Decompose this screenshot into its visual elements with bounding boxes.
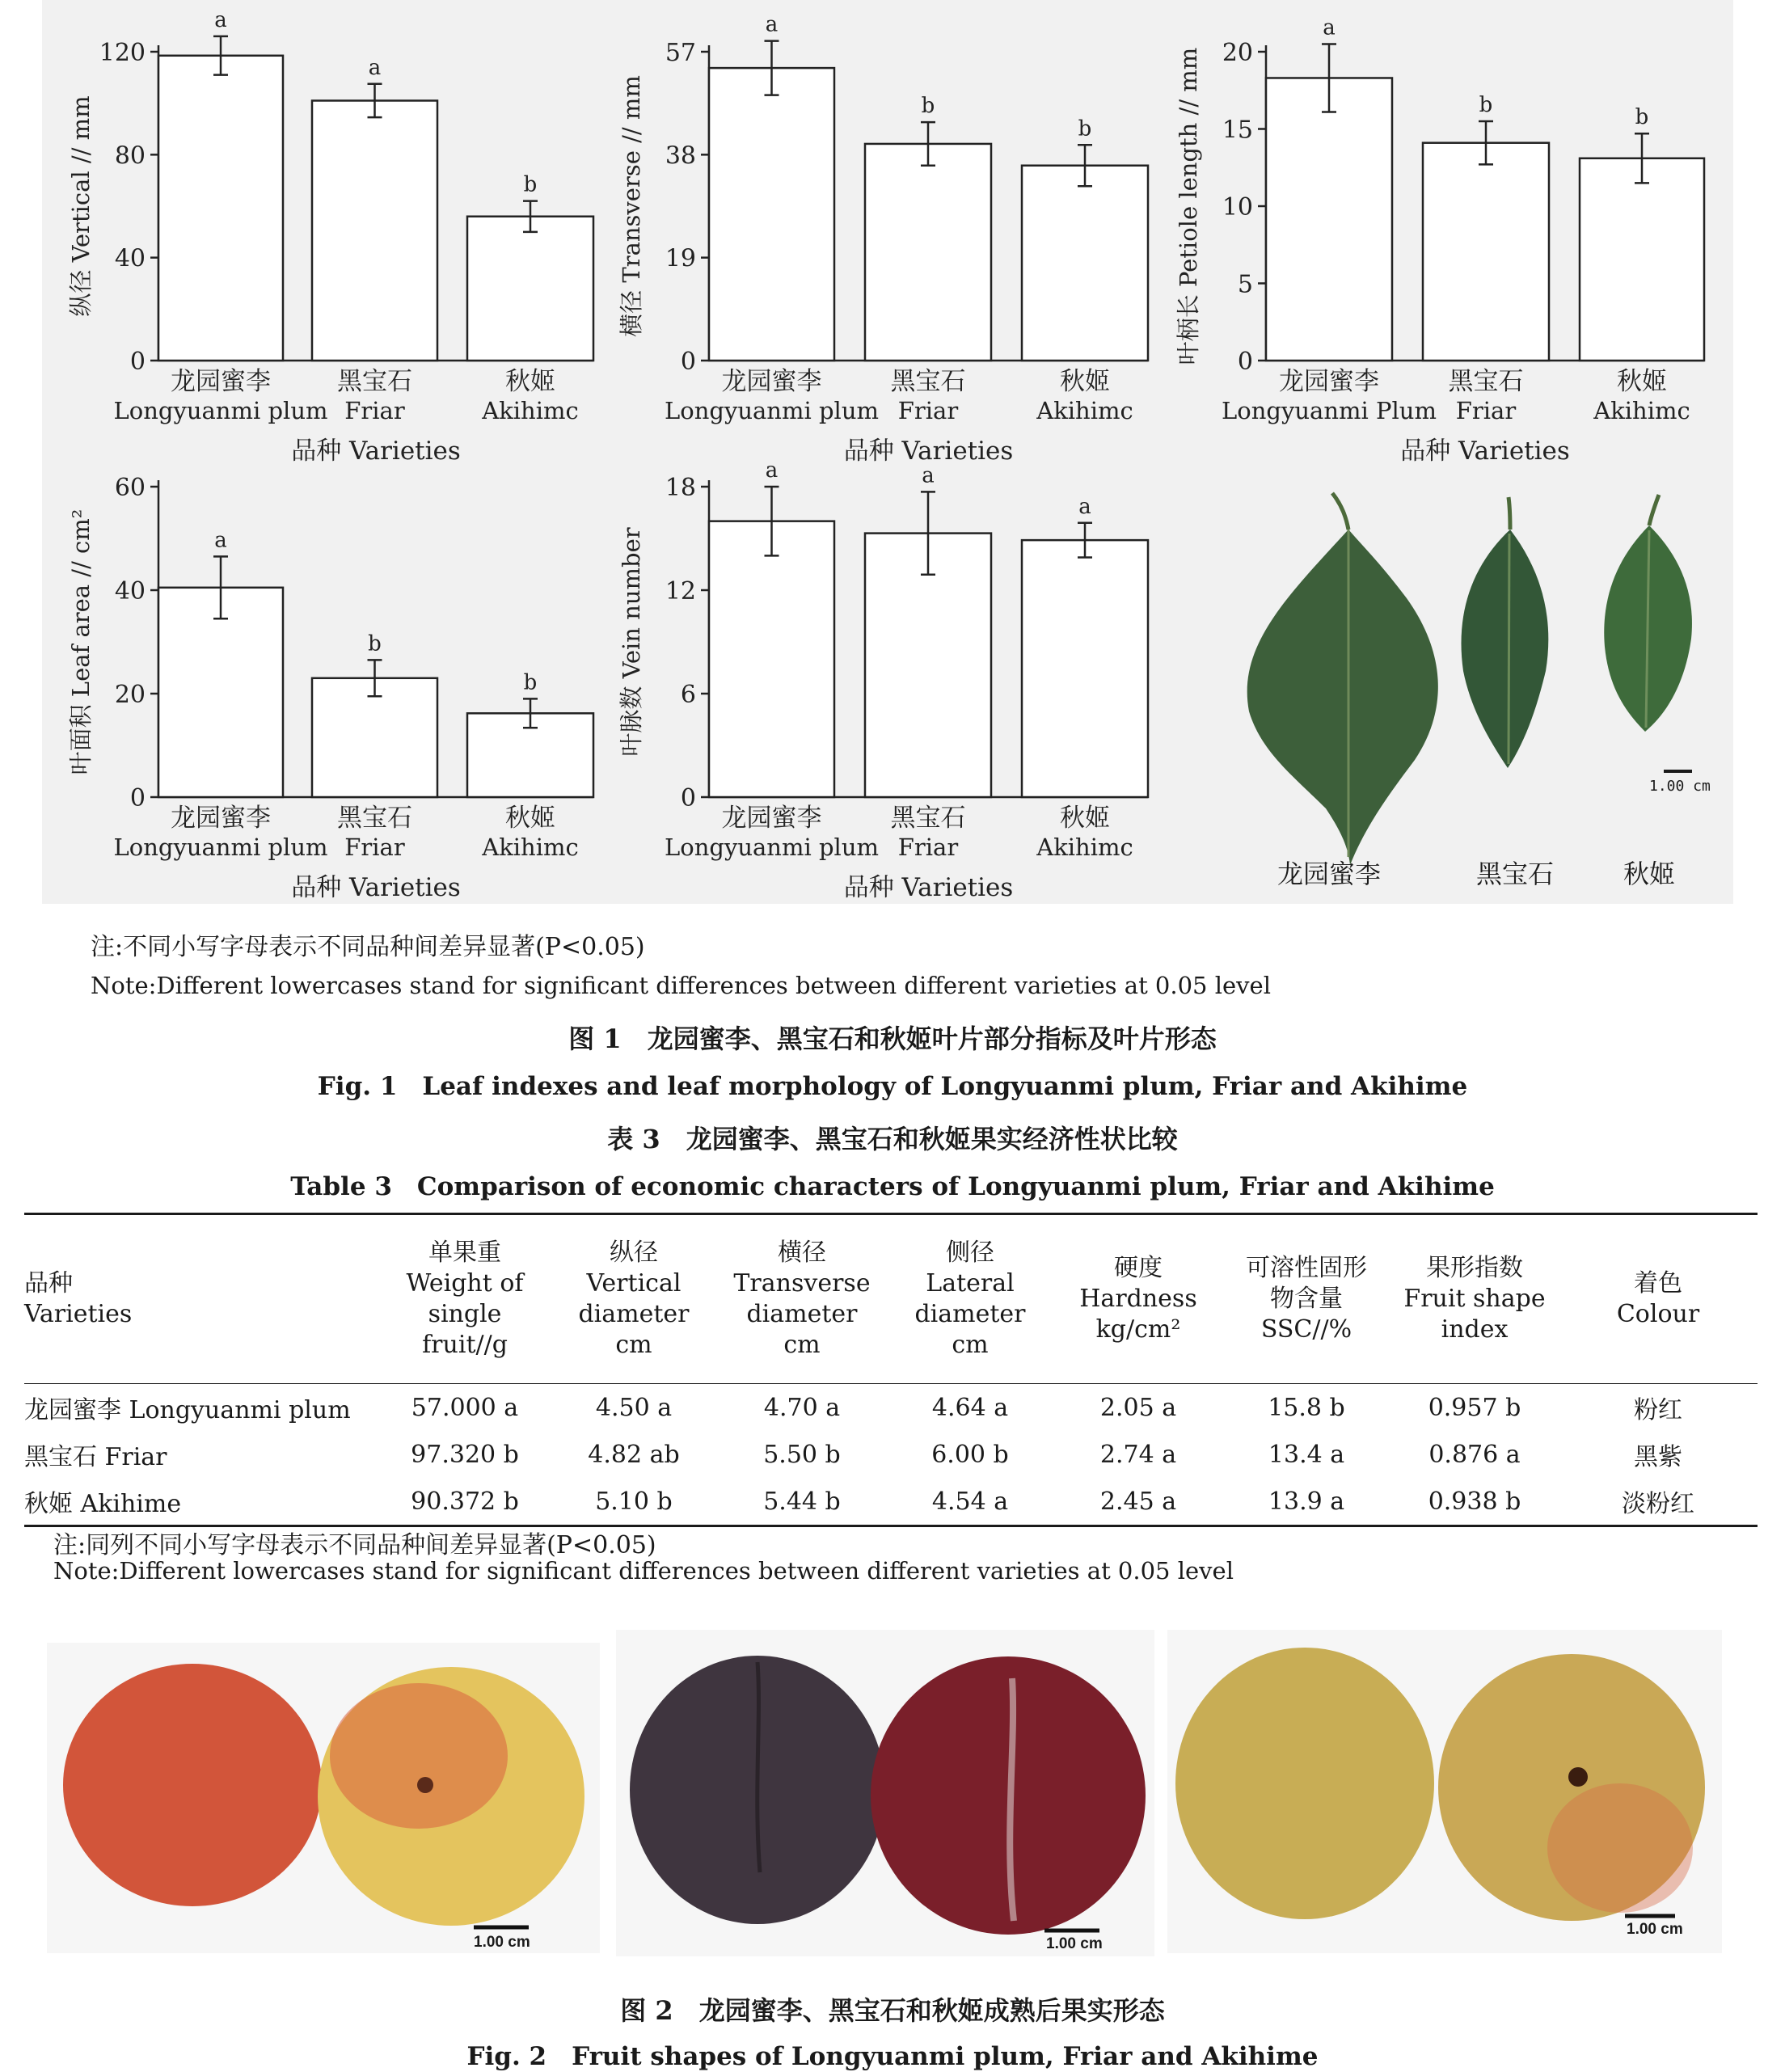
significance-letter: b — [1078, 116, 1092, 141]
table-cell: 0.957 b — [1428, 1393, 1521, 1422]
y-tick-label: 0 — [680, 348, 696, 376]
fig1-caption-cn: 图 1 龙园蜜李、黑宝石和秋姬叶片部分指标及叶片形态 — [568, 1023, 1217, 1054]
significance-letter: a — [765, 12, 779, 37]
category-label-cn: 龙园蜜李 — [1279, 367, 1379, 396]
y-tick-label: 57 — [665, 39, 696, 67]
fig1-note-en: Note:Different lowercases stand for significant differences between different varieties at 0.05 level — [91, 972, 1271, 999]
table-cell: 5.50 b — [763, 1440, 841, 1469]
table-row — [24, 1431, 1758, 1478]
category-label-en: Akihimc — [482, 397, 579, 424]
table3-header-lateral: 侧径 Lateral diameter cm — [914, 1239, 1026, 1359]
table-cell: 6.00 b — [931, 1440, 1009, 1469]
bar — [1022, 166, 1148, 361]
y-tick-label: 20 — [114, 681, 146, 709]
category-label-en: Friar — [344, 397, 405, 424]
y-tick-label: 38 — [665, 141, 696, 171]
table3-caption-cn: 表 3 龙园蜜李、黑宝石和秋姬果实经济性状比较 — [607, 1124, 1178, 1154]
y-tick-label: 120 — [99, 39, 146, 67]
category-label-en: Friar — [344, 833, 405, 861]
fruit-photo-longyuanmi — [47, 1643, 600, 1953]
bar — [158, 56, 283, 361]
y-tick-label: 19 — [665, 244, 696, 273]
y-tick-label: 20 — [1222, 39, 1253, 67]
bar — [709, 521, 834, 797]
y-tick-label: 80 — [114, 141, 146, 171]
leaf-label-akihime: 秋姬 — [1623, 859, 1676, 889]
table-cell: 0.938 b — [1428, 1487, 1521, 1516]
table-cell: 秋姬 Akihime — [24, 1490, 182, 1518]
table3-note-en: Note:Different lowercases stand for significant differences between different varieties at 0.05 level — [53, 1557, 1234, 1585]
leaf-friar — [1461, 497, 1548, 768]
bar — [1022, 540, 1148, 797]
y-tick-label: 0 — [1237, 348, 1253, 376]
significance-letter: b — [1635, 105, 1649, 130]
category-label-en: Friar — [1455, 397, 1517, 424]
table3-caption-en: Table 3 Comparison of economic characters of Longyuanmi plum, Friar and Akihime — [290, 1172, 1495, 1201]
table-cell: 4.50 a — [595, 1393, 673, 1422]
bar — [1580, 158, 1704, 361]
table3-header-ssc: 可溶性固形 物含量 SSC//% — [1246, 1254, 1367, 1344]
fig2-caption-cn: 图 2 龙园蜜李、黑宝石和秋姬成熟后果实形态 — [620, 1995, 1165, 2026]
category-label-cn: 龙园蜜李 — [721, 804, 822, 833]
table-cell: 57.000 a — [411, 1393, 519, 1422]
category-label-cn: 秋姬 — [505, 367, 555, 396]
y-tick-label: 60 — [114, 474, 146, 502]
x-axis-label: 品种 Varieties — [291, 437, 461, 466]
table-cell: 2.74 a — [1099, 1440, 1177, 1469]
table-cell: 97.320 b — [411, 1440, 519, 1469]
table-cell: 4.64 a — [931, 1393, 1009, 1422]
category-label-en: Friar — [897, 397, 959, 424]
category-label-cn: 秋姬 — [1060, 367, 1110, 396]
y-tick-label: 40 — [114, 577, 146, 606]
table-row — [24, 1384, 1758, 1432]
table-cell: 13.4 a — [1268, 1440, 1345, 1469]
category-label-cn: 龙园蜜李 — [171, 367, 271, 396]
leaf-label-friar: 黑宝石 — [1476, 859, 1555, 889]
y-tick-label: 0 — [129, 784, 146, 812]
table-cell: 2.45 a — [1099, 1487, 1177, 1516]
y-tick-label: 0 — [129, 348, 146, 376]
significance-letter: a — [214, 528, 227, 553]
category-label-en: Longyuanmi plum — [113, 833, 328, 861]
category-label-cn: 黑宝石 — [337, 804, 412, 833]
significance-letter: a — [1323, 15, 1336, 40]
table-cell: 淡粉红 — [1622, 1490, 1694, 1518]
leaf-illustration — [1247, 493, 1692, 865]
table-cell: 5.10 b — [595, 1487, 673, 1516]
table3-header-transverse: 横径 Transverse diameter cm — [733, 1239, 871, 1359]
fruit-scale-label: 1.00 cm — [1627, 1921, 1683, 1938]
category-label-en: Friar — [897, 833, 959, 861]
category-label-en: Akihimc — [482, 833, 579, 861]
category-label-en: Longyuanmi plum — [665, 833, 879, 861]
y-tick-label: 5 — [1237, 270, 1253, 299]
significance-letter: b — [523, 172, 538, 197]
y-tick-label: 0 — [680, 784, 696, 812]
table-cell: 5.44 b — [763, 1487, 841, 1516]
leaf-akihime — [1604, 495, 1692, 732]
table-row — [24, 1478, 1758, 1526]
category-label-cn: 秋姬 — [505, 804, 555, 833]
table-cell: 90.372 b — [411, 1487, 519, 1516]
x-axis-label: 品种 Varieties — [1400, 437, 1570, 466]
category-label-cn: 龙园蜜李 — [171, 804, 271, 833]
leaf-scale-label: 1.00 cm — [1649, 778, 1711, 795]
significance-letter: b — [921, 94, 935, 119]
y-tick-label: 12 — [665, 577, 696, 606]
y-tick-label: 10 — [1222, 193, 1253, 222]
table-cell: 黑宝石 Friar — [24, 1443, 167, 1471]
table3-header-weight: 单果重 Weight of single fruit//g — [406, 1239, 524, 1359]
fruit-photo-akihime — [1167, 1630, 1722, 1953]
fruit-scale-label: 1.00 cm — [474, 1934, 530, 1951]
table3-header-hardness: 硬度 Hardness kg/cm² — [1079, 1254, 1197, 1344]
fruit-photo-friar — [616, 1630, 1154, 1956]
category-label-cn: 黑宝石 — [1448, 367, 1524, 396]
table3-header-vertical: 纵径 Vertical diameter cm — [578, 1239, 690, 1359]
table3-header-colour: 着色 Colour — [1616, 1269, 1700, 1328]
category-label-cn: 黑宝石 — [890, 367, 966, 396]
significance-letter: b — [1479, 92, 1493, 117]
table3-note-cn: 注:同列不同小写字母表示不同品种间差异显著(P<0.05) — [53, 1531, 656, 1559]
category-label-cn: 黑宝石 — [890, 804, 966, 833]
bar — [467, 217, 593, 361]
y-tick-label: 18 — [665, 474, 696, 502]
significance-letter: a — [922, 463, 935, 488]
y-tick-label: 6 — [680, 681, 696, 709]
fig2-caption-en: Fig. 2 Fruit shapes of Longyuanmi plum, Friar and Akihime — [466, 2042, 1319, 2071]
x-axis-label: 品种 Varieties — [843, 437, 1014, 466]
category-label-en: Akihimc — [1036, 833, 1133, 861]
y-axis-label: 纵径 Vertical // mm — [67, 95, 95, 317]
significance-letter: a — [765, 458, 779, 483]
significance-letter: a — [368, 55, 382, 80]
category-label-en: Akihimc — [1593, 397, 1690, 424]
bar — [312, 100, 437, 361]
table-cell: 龙园蜜李 Longyuanmi plum — [24, 1396, 351, 1424]
y-axis-label: 横径 Transverse // mm — [618, 75, 645, 337]
table-cell: 0.876 a — [1428, 1440, 1521, 1469]
category-label-cn: 秋姬 — [1060, 804, 1110, 833]
category-label-en: Longyuanmi plum — [113, 397, 328, 424]
table-cell: 13.9 a — [1268, 1487, 1345, 1516]
significance-letter: a — [1078, 494, 1091, 519]
y-axis-label: 叶柄长 Petiole length // mm — [1175, 47, 1202, 365]
fruit-scale-label: 1.00 cm — [1046, 1935, 1103, 1952]
table-cell: 4.70 a — [763, 1393, 841, 1422]
y-axis-label: 叶脉数 Vein number — [618, 527, 645, 757]
leaf-longyuanmi — [1247, 493, 1438, 865]
category-label-en: Longyuanmi Plum — [1222, 397, 1437, 424]
category-label-cn: 黑宝石 — [337, 367, 412, 396]
table-cell: 2.05 a — [1099, 1393, 1177, 1422]
y-tick-label: 15 — [1222, 116, 1253, 145]
table-cell: 粉红 — [1634, 1396, 1682, 1424]
category-label-en: Akihimc — [1036, 397, 1133, 424]
y-axis-label: 叶面积 Leaf area // cm² — [67, 509, 95, 775]
y-tick-label: 40 — [114, 244, 146, 273]
x-axis-label: 品种 Varieties — [291, 873, 461, 902]
bar — [709, 68, 834, 361]
significance-letter: b — [368, 631, 382, 656]
x-axis-label: 品种 Varieties — [843, 873, 1014, 902]
significance-letter: a — [214, 7, 227, 32]
category-label-cn: 龙园蜜李 — [721, 367, 822, 396]
fig1-note-cn: 注:不同小写字母表示不同品种间差异显著(P<0.05) — [91, 933, 645, 961]
table3 — [24, 1213, 1758, 1527]
bar — [1423, 143, 1549, 361]
table-cell: 15.8 b — [1268, 1393, 1345, 1422]
leaf-label-longyuanmi: 龙园蜜李 — [1277, 859, 1382, 889]
table-cell: 4.82 ab — [588, 1440, 680, 1469]
category-label-cn: 秋姬 — [1617, 367, 1667, 396]
table3-header-variety: 品种 Varieties — [24, 1269, 133, 1328]
table-cell: 4.54 a — [931, 1487, 1009, 1516]
bar — [1266, 78, 1392, 361]
table-cell: 黑紫 — [1634, 1443, 1682, 1471]
bar — [865, 144, 991, 361]
significance-letter: b — [523, 670, 538, 695]
figure1-charts — [0, 0, 1785, 904]
category-label-en: Longyuanmi plum — [665, 397, 879, 424]
fig1-caption-en: Fig. 1 Leaf indexes and leaf morphology of Longyuanmi plum, Friar and Akihime — [317, 1072, 1468, 1101]
table3-header-shape-index: 果形指数 Fruit shape index — [1403, 1254, 1546, 1344]
